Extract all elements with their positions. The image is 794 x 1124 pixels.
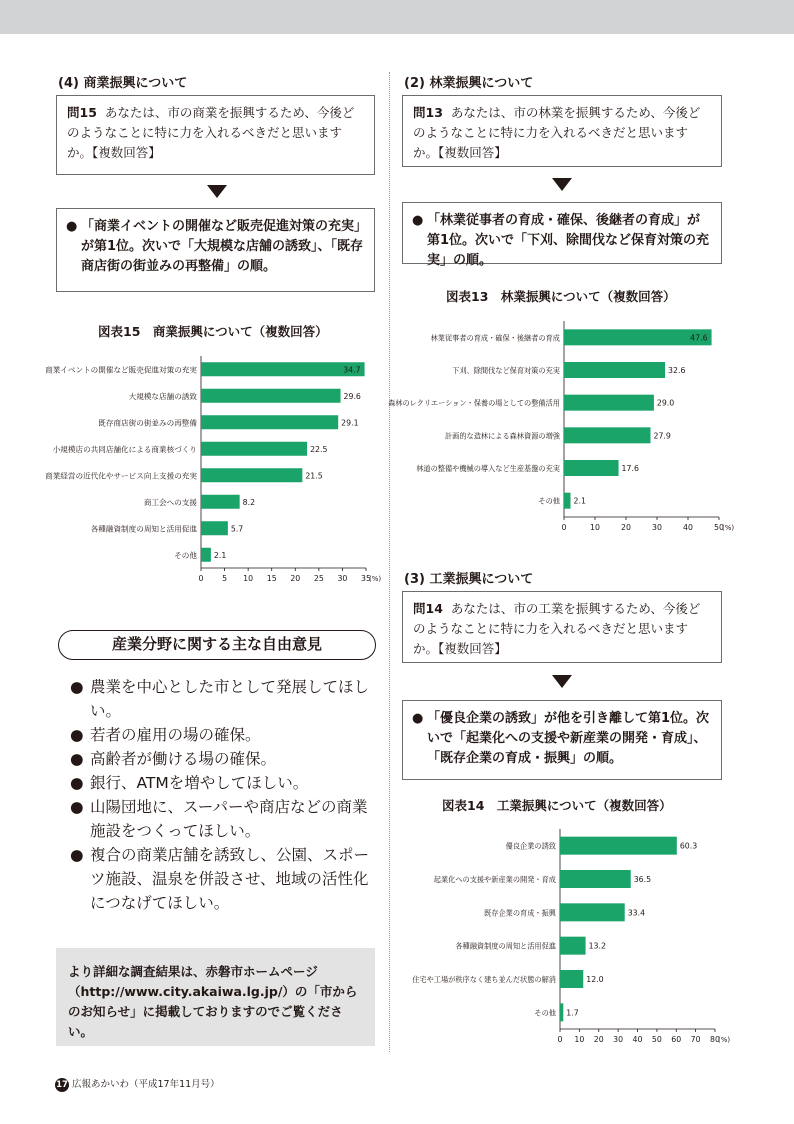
- publication-name: 広報あかいわ（平成17年11月号）: [72, 1079, 220, 1090]
- bar: [201, 468, 302, 482]
- x-tick-label: 20: [290, 574, 301, 583]
- bar: [564, 395, 654, 411]
- bar: [560, 1003, 563, 1021]
- bar: [564, 493, 571, 509]
- chart-title-fig15: 図表15 商業振興について（複数回答）: [98, 324, 328, 339]
- free-opinion-text: 山陽団地に、スーパーや商店などの商業施設をつくってほしい。: [90, 798, 368, 840]
- x-tick-label: 0: [198, 574, 204, 583]
- category-label: 優良企業の誘致: [505, 841, 556, 851]
- down-arrow-icon: [207, 185, 227, 198]
- free-opinion-item: [70, 843, 380, 915]
- category-label: 下刈、除間伐など保育対策の充実: [452, 366, 560, 375]
- bullet-icon: ●: [70, 774, 84, 792]
- category-label: 既存商店街の街並みの再整備: [98, 418, 197, 428]
- x-tick-label: 0: [557, 1035, 563, 1044]
- chart-fig14: [390, 825, 760, 1055]
- x-tick-label: 80: [710, 1035, 720, 1044]
- free-opinion-list: [70, 675, 380, 915]
- x-tick-label: 10: [243, 574, 254, 583]
- category-label: 商業経営の近代化やサービス向上支援の充実: [45, 471, 197, 481]
- bullet-icon: ●: [412, 711, 424, 726]
- page-footer: [55, 1076, 220, 1092]
- category-label: その他: [538, 496, 560, 506]
- value-label: 34.7: [343, 365, 361, 375]
- question-box-15: [56, 95, 375, 175]
- free-opinion-item: [70, 747, 380, 771]
- question-text: あなたは、市の林業を振興するため、今後どのようなことに特に力を入れるべきだと思いますか。【複数回答】: [413, 105, 701, 160]
- category-label: 林道の整備や機械の導入など生産基盤の充実: [416, 464, 560, 473]
- value-label: 22.5: [310, 444, 328, 454]
- category-label: 住宅や工場が秩序なく建ち並んだ状態の解消: [412, 975, 556, 984]
- free-opinion-text: 銀行、ATMを増やしてほしい。: [90, 774, 309, 792]
- category-label: 森林のレクリエーション・保養の場としての整備活用: [388, 398, 560, 408]
- value-label: 17.6: [621, 464, 639, 473]
- answer-text: 「林業従事者の育成・確保、後継者の育成」が第1位。次いで「下刈、除間伐など保育対策の充実」の順。: [427, 213, 710, 268]
- value-label: 27.9: [653, 431, 671, 441]
- free-opinion-text: 若者の雇用の場の確保。: [90, 726, 261, 744]
- free-opinion-item: [70, 795, 380, 843]
- free-opinion-item: [70, 675, 380, 723]
- section-title-commerce: (4) 商業振興について: [58, 76, 188, 91]
- bullet-icon: ●: [70, 846, 84, 864]
- x-tick-label: 15: [266, 574, 277, 583]
- x-tick-label: 40: [683, 523, 693, 532]
- top-header-band: [0, 0, 794, 34]
- bullet-icon: ●: [70, 726, 84, 744]
- x-unit-label: (%): [722, 524, 735, 532]
- chart-title-fig14: 図表14 工業振興について（複数回答）: [442, 798, 672, 813]
- question-box-13: [402, 95, 722, 167]
- chart-fig15: [20, 350, 390, 605]
- bar: [560, 937, 586, 955]
- free-opinion-item: [70, 771, 380, 795]
- bullet-icon: ●: [412, 213, 424, 228]
- value-label: 2.1: [573, 496, 586, 506]
- x-tick-label: 40: [632, 1035, 643, 1044]
- down-arrow-icon: [552, 675, 572, 688]
- category-label: 既存企業の育成・振興: [484, 908, 556, 918]
- bullet-icon: ●: [70, 798, 84, 816]
- info-text: より詳細な調査結果は、赤磐市ホームページ（http://www.city.akaiwa.lg.jp/）の「市からのお知らせ」に掲載しておりますのでご覧ください。: [68, 964, 358, 1039]
- question-text: あなたは、市の商業を振興するため、今後どのようなことに特に力を入れるべきだと思いますか。【複数回答】: [67, 105, 355, 160]
- bullet-icon: ●: [70, 678, 84, 696]
- bar: [201, 495, 240, 509]
- answer-summary-box: [402, 700, 722, 780]
- x-tick-label: 50: [714, 523, 724, 532]
- x-tick-label: 25: [313, 574, 324, 583]
- x-unit-label: (%): [369, 575, 382, 583]
- value-label: 5.7: [230, 524, 244, 534]
- question-text: あなたは、市の工業を振興するため、今後どのようなことに特に力を入れるべきだと思いますか。【複数回答】: [413, 601, 701, 656]
- value-label: 60.3: [679, 841, 698, 851]
- category-label: その他: [534, 1008, 556, 1018]
- answer-summary-box: [402, 202, 722, 268]
- page-number: 17: [56, 1079, 68, 1090]
- category-label: 商業イベントの開催など販売促進対策の充実: [45, 365, 197, 375]
- section-title-forestry: (2) 林業振興について: [404, 76, 534, 91]
- value-label: 12.0: [586, 975, 604, 984]
- category-label: 商工会への支援: [143, 497, 197, 507]
- answer-summary-box: [56, 208, 375, 292]
- value-label: 29.0: [656, 398, 675, 408]
- category-label: 各種融資制度の周知と活用促進: [455, 941, 556, 951]
- value-label: 36.5: [633, 875, 652, 884]
- bar: [201, 389, 341, 403]
- value-label: 1.7: [566, 1008, 579, 1018]
- bar: [201, 521, 228, 535]
- category-label: 各種融資制度の周知と活用促進: [90, 524, 197, 534]
- value-label: 33.4: [627, 908, 646, 918]
- free-opinion-text: 高齢者が働ける場の確保。: [90, 750, 277, 768]
- question-box-14: [402, 591, 722, 663]
- chart-title-fig13: 図表13 林業振興について（複数回答）: [446, 289, 676, 304]
- x-tick-label: 60: [671, 1035, 682, 1044]
- x-tick-label: 70: [690, 1035, 701, 1044]
- x-tick-label: 20: [621, 523, 631, 532]
- answer-text: 「優良企業の誘致」が他を引き離して第1位。次いで「起業化への支援や新産業の開発・育成」、「既存企業の育成・振興」の順。: [427, 711, 710, 766]
- free-opinion-title: 産業分野に関する主な自由意見: [58, 630, 376, 660]
- x-tick-label: 30: [337, 574, 348, 583]
- chart-fig13: [390, 315, 760, 545]
- info-box: [56, 948, 375, 1046]
- value-label: 8.2: [242, 497, 256, 507]
- question-number: 問15: [67, 105, 97, 120]
- category-label: 起業化への支援や新産業の開発・育成: [433, 875, 556, 884]
- bar: [560, 970, 583, 988]
- bar: [201, 362, 365, 376]
- question-number: 問13: [413, 105, 443, 120]
- value-label: 32.6: [668, 366, 686, 375]
- x-unit-label: (%): [718, 1036, 731, 1044]
- value-label: 29.6: [343, 391, 361, 401]
- bar: [560, 837, 677, 855]
- value-label: 29.1: [341, 418, 359, 428]
- bullet-icon: ●: [66, 219, 78, 234]
- value-label: 2.1: [213, 550, 227, 560]
- x-tick-label: 35: [361, 574, 371, 583]
- bar: [201, 442, 307, 456]
- free-opinion-text: 農業を中心とした市として発展してほしい。: [90, 678, 370, 720]
- x-tick-label: 10: [590, 523, 600, 532]
- x-tick-label: 0: [561, 523, 567, 532]
- free-opinion-item: [70, 723, 380, 747]
- x-tick-label: 5: [222, 574, 228, 583]
- x-tick-label: 50: [651, 1035, 662, 1044]
- free-opinion-text: 複合の商業店舗を誘致し、公園、スポーツ施設、温泉を併設させ、地域の活性化につなげてほしい。: [90, 846, 370, 912]
- value-label: 47.6: [690, 333, 708, 343]
- category-label: 林業従事者の育成・確保・後継者の育成: [430, 333, 560, 343]
- bar: [564, 460, 619, 476]
- bar: [201, 548, 211, 562]
- down-arrow-icon: [552, 178, 572, 191]
- x-tick-label: 20: [593, 1035, 604, 1044]
- section-title-industry: (3) 工業振興について: [404, 572, 534, 587]
- bar: [560, 903, 625, 921]
- answer-text: 「商業イベントの開催など販売促進対策の充実」が第1位。次いで「大規模な店舗の誘致」、「既存商店街の街並みの再整備」の順。: [81, 219, 364, 274]
- bar: [564, 427, 650, 443]
- value-label: 13.2: [588, 941, 606, 951]
- category-label: 大規模な店舗の誘致: [128, 391, 197, 401]
- category-label: 小規模店の共同店舗化による商業核づくり: [52, 444, 197, 454]
- category-label: その他: [174, 550, 197, 560]
- x-tick-label: 30: [613, 1035, 624, 1044]
- bar: [564, 362, 665, 378]
- value-label: 21.5: [305, 471, 323, 481]
- bar: [201, 415, 338, 429]
- x-tick-label: 10: [574, 1035, 585, 1044]
- bullet-icon: ●: [70, 750, 84, 768]
- bar: [560, 870, 631, 888]
- question-number: 問14: [413, 601, 443, 616]
- x-tick-label: 30: [652, 523, 662, 532]
- category-label: 計画的な造林による森林資源の増強: [444, 431, 560, 441]
